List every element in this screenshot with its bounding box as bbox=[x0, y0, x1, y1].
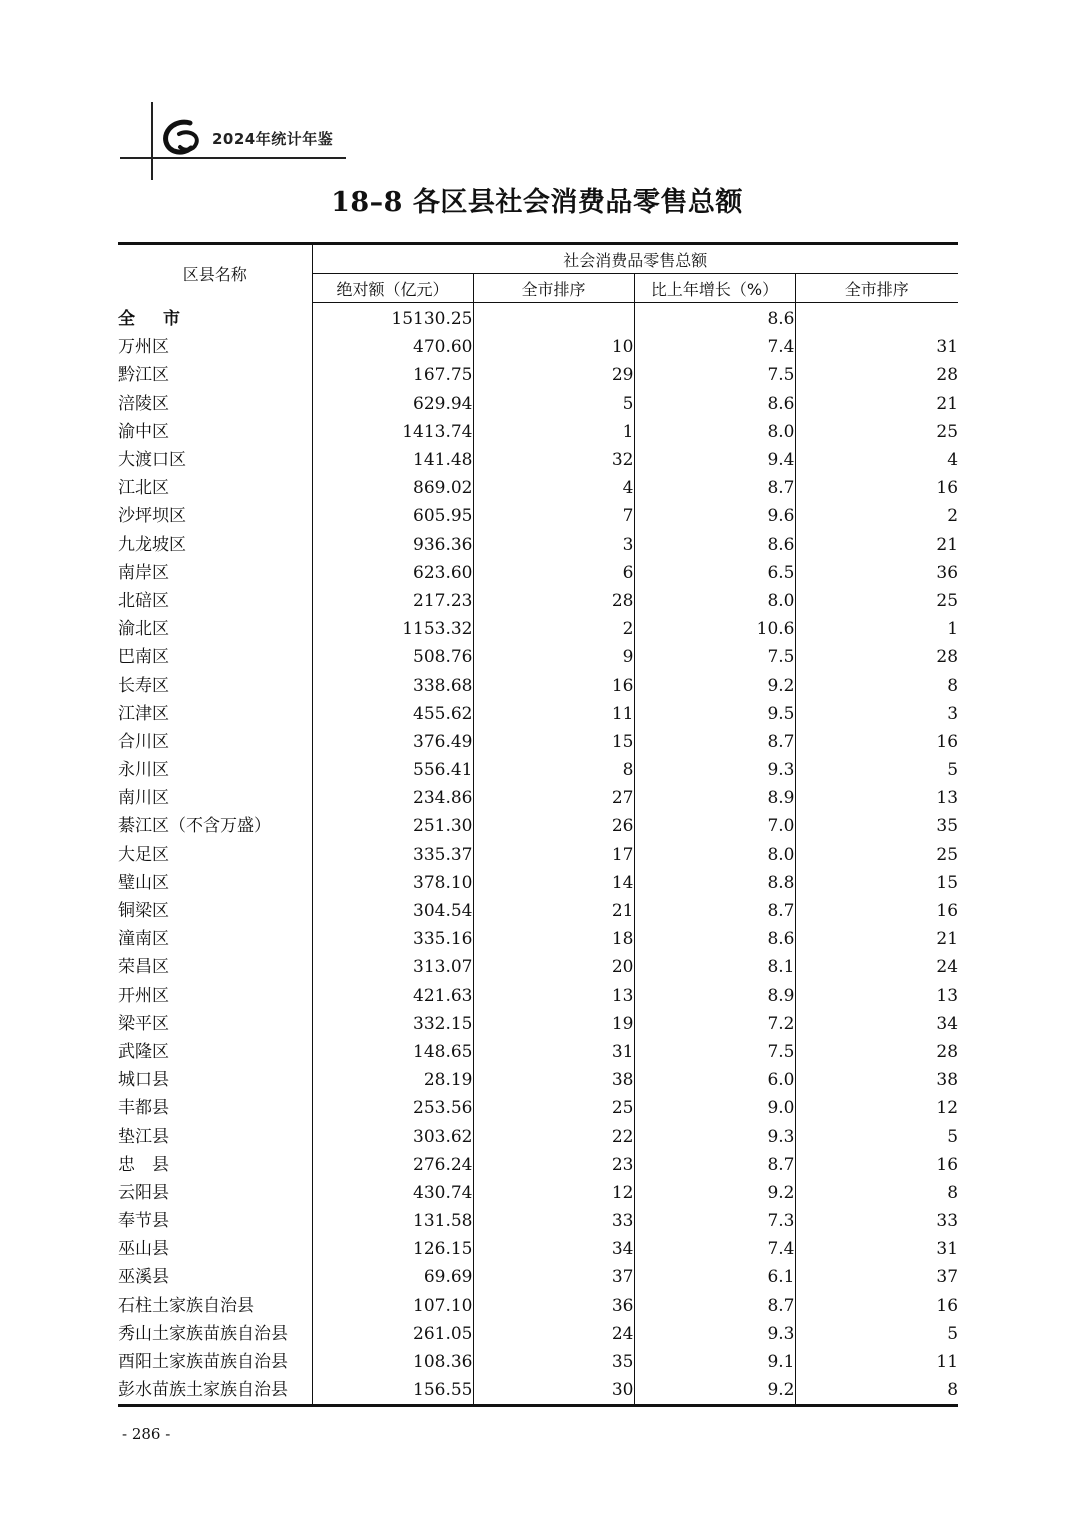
cell-growth: 7.4 bbox=[634, 1235, 795, 1263]
table-row bbox=[118, 1292, 958, 1320]
cell-growth-rank: 25 bbox=[795, 587, 958, 615]
header-horizontal-rule bbox=[120, 157, 346, 159]
column-header-growth: 比上年增长（%） bbox=[634, 274, 795, 303]
cell-amount-rank: 25 bbox=[473, 1094, 634, 1122]
cell-growth-rank: 31 bbox=[795, 1235, 958, 1263]
table-row bbox=[118, 1066, 958, 1094]
cell-amount-rank: 2 bbox=[473, 615, 634, 643]
cell-growth: 8.7 bbox=[634, 1292, 795, 1320]
cell-district-name: 忠 县 bbox=[118, 1151, 312, 1179]
cell-growth-rank: 13 bbox=[795, 982, 958, 1010]
cell-growth-rank: 21 bbox=[795, 925, 958, 953]
cell-amount: 332.15 bbox=[413, 1013, 473, 1034]
cell-amount-rank: 10 bbox=[473, 333, 634, 361]
cell-growth-rank: 3 bbox=[795, 700, 958, 728]
table-row bbox=[118, 841, 958, 869]
cell-amount-rank: 1 bbox=[473, 418, 634, 446]
table-row bbox=[118, 1348, 958, 1376]
cell-growth: 9.1 bbox=[634, 1348, 795, 1376]
cell-district-name: 铜梁区 bbox=[118, 897, 312, 925]
cell-amount: 1413.74 bbox=[402, 421, 473, 442]
cell-amount-rank: 23 bbox=[473, 1151, 634, 1179]
cell-amount-rank: 4 bbox=[473, 474, 634, 502]
cell-district-name: 全市 bbox=[118, 303, 312, 334]
cell-growth-rank: 31 bbox=[795, 333, 958, 361]
cell-growth-rank: 2 bbox=[795, 502, 958, 530]
cell-growth-rank: 21 bbox=[795, 531, 958, 559]
cell-amount-rank: 17 bbox=[473, 841, 634, 869]
table-row bbox=[118, 1038, 958, 1066]
column-header-district: 区县名称 bbox=[118, 244, 312, 303]
cell-district-name: 巫溪县 bbox=[118, 1263, 312, 1291]
cell-growth-rank: 21 bbox=[795, 390, 958, 418]
cell-amount: 338.68 bbox=[413, 675, 473, 696]
cell-district-name: 荣昌区 bbox=[118, 953, 312, 981]
cell-amount-rank: 28 bbox=[473, 587, 634, 615]
cell-growth: 8.7 bbox=[634, 897, 795, 925]
table-row bbox=[118, 361, 958, 389]
cell-growth-rank: 34 bbox=[795, 1010, 958, 1038]
cell-amount-rank: 14 bbox=[473, 869, 634, 897]
cell-growth: 8.0 bbox=[634, 587, 795, 615]
cell-district-name: 南川区 bbox=[118, 784, 312, 812]
table-row bbox=[118, 671, 958, 699]
cell-district-name: 酉阳土家族苗族自治县 bbox=[118, 1348, 312, 1376]
table-row bbox=[118, 531, 958, 559]
cell-amount-rank: 30 bbox=[473, 1376, 634, 1406]
cell-growth: 7.4 bbox=[634, 333, 795, 361]
cell-amount-rank: 32 bbox=[473, 446, 634, 474]
cell-growth-rank: 5 bbox=[795, 1320, 958, 1348]
cell-amount: 430.74 bbox=[413, 1182, 473, 1203]
cell-growth: 6.0 bbox=[634, 1066, 795, 1094]
column-header-amount: 绝对额（亿元） bbox=[312, 274, 473, 303]
column-group-header: 社会消费品零售总额 bbox=[312, 244, 958, 274]
cell-growth-rank: 8 bbox=[795, 671, 958, 699]
table-row bbox=[118, 700, 958, 728]
cell-growth-rank: 8 bbox=[795, 1376, 958, 1406]
cell-district-name: 奉节县 bbox=[118, 1207, 312, 1235]
cell-amount-rank: 11 bbox=[473, 700, 634, 728]
cell-district-name: 武隆区 bbox=[118, 1038, 312, 1066]
table-row bbox=[118, 587, 958, 615]
table-row bbox=[118, 728, 958, 756]
cell-district-name: 北碚区 bbox=[118, 587, 312, 615]
cell-growth-rank: 28 bbox=[795, 643, 958, 671]
cell-district-name: 云阳县 bbox=[118, 1179, 312, 1207]
cell-amount-rank: 37 bbox=[473, 1263, 634, 1291]
table-row bbox=[118, 1320, 958, 1348]
cell-amount-rank: 5 bbox=[473, 390, 634, 418]
cell-growth-rank: 36 bbox=[795, 559, 958, 587]
cell-district-name: 垫江县 bbox=[118, 1122, 312, 1150]
cell-growth-rank: 25 bbox=[795, 418, 958, 446]
cell-growth: 8.0 bbox=[634, 841, 795, 869]
cell-amount-rank: 8 bbox=[473, 756, 634, 784]
table-row bbox=[118, 869, 958, 897]
table-row bbox=[118, 474, 958, 502]
cell-growth: 8.6 bbox=[634, 390, 795, 418]
cell-growth: 8.6 bbox=[634, 303, 795, 334]
cell-growth-rank: 4 bbox=[795, 446, 958, 474]
table-row bbox=[118, 615, 958, 643]
cell-amount-rank: 21 bbox=[473, 897, 634, 925]
cell-growth-rank: 16 bbox=[795, 728, 958, 756]
cell-amount: 629.94 bbox=[413, 393, 473, 414]
cell-district-name: 彭水苗族土家族自治县 bbox=[118, 1376, 312, 1406]
page-number: - 286 - bbox=[122, 1425, 171, 1443]
cell-amount-rank: 22 bbox=[473, 1122, 634, 1150]
cell-district-name: 巴南区 bbox=[118, 643, 312, 671]
cell-amount-rank: 18 bbox=[473, 925, 634, 953]
cell-amount: 508.76 bbox=[413, 647, 473, 668]
table-row bbox=[118, 982, 958, 1010]
table-row bbox=[118, 502, 958, 530]
cell-district-name: 巫山县 bbox=[118, 1235, 312, 1263]
cell-amount-rank: 3 bbox=[473, 531, 634, 559]
cell-growth: 8.6 bbox=[634, 925, 795, 953]
cell-amount: 107.10 bbox=[413, 1295, 473, 1316]
cell-district-name: 城口县 bbox=[118, 1066, 312, 1094]
cell-growth: 7.2 bbox=[634, 1010, 795, 1038]
table-row bbox=[118, 333, 958, 361]
cell-growth: 8.0 bbox=[634, 418, 795, 446]
cell-district-name: 万州区 bbox=[118, 333, 312, 361]
cell-growth: 8.1 bbox=[634, 953, 795, 981]
header-yearbook-label: 2024年统计年鉴 bbox=[212, 130, 334, 148]
cell-growth: 7.0 bbox=[634, 812, 795, 840]
cell-growth-rank: 24 bbox=[795, 953, 958, 981]
cell-amount: 556.41 bbox=[413, 760, 473, 781]
cell-district-name: 丰都县 bbox=[118, 1094, 312, 1122]
cell-growth: 7.5 bbox=[634, 1038, 795, 1066]
table-row bbox=[118, 1263, 958, 1291]
cell-growth: 8.9 bbox=[634, 982, 795, 1010]
cell-amount: 1153.32 bbox=[402, 619, 473, 640]
cell-amount-rank: 12 bbox=[473, 1179, 634, 1207]
cell-district-name: 合川区 bbox=[118, 728, 312, 756]
cell-amount: 605.95 bbox=[413, 506, 473, 527]
cell-amount: 28.19 bbox=[423, 1070, 473, 1091]
cell-growth: 9.3 bbox=[634, 1320, 795, 1348]
cell-amount: 470.60 bbox=[413, 337, 473, 358]
yearbook-logo-icon bbox=[160, 118, 204, 158]
cell-amount: 335.16 bbox=[413, 929, 473, 950]
cell-growth-rank: 13 bbox=[795, 784, 958, 812]
cell-amount-rank: 38 bbox=[473, 1066, 634, 1094]
cell-growth-rank: 5 bbox=[795, 1122, 958, 1150]
table-row bbox=[118, 303, 958, 334]
cell-district-name: 永川区 bbox=[118, 756, 312, 784]
cell-amount: 167.75 bbox=[413, 365, 473, 386]
cell-amount: 378.10 bbox=[413, 872, 473, 893]
cell-growth-rank: 33 bbox=[795, 1207, 958, 1235]
cell-amount-rank: 13 bbox=[473, 982, 634, 1010]
retail-sales-table bbox=[118, 242, 958, 1407]
cell-amount: 276.24 bbox=[413, 1154, 473, 1175]
table-row bbox=[118, 812, 958, 840]
cell-amount: 108.36 bbox=[413, 1352, 473, 1373]
cell-growth: 9.3 bbox=[634, 1122, 795, 1150]
cell-amount-rank: 36 bbox=[473, 1292, 634, 1320]
table-row bbox=[118, 446, 958, 474]
cell-amount-rank: 15 bbox=[473, 728, 634, 756]
cell-amount-rank: 9 bbox=[473, 643, 634, 671]
cell-amount-rank: 35 bbox=[473, 1348, 634, 1376]
cell-growth-rank: 38 bbox=[795, 1066, 958, 1094]
cell-amount: 304.54 bbox=[413, 901, 473, 922]
cell-growth: 9.5 bbox=[634, 700, 795, 728]
column-header-amount-rank: 全市排序 bbox=[473, 274, 634, 303]
cell-growth: 8.6 bbox=[634, 531, 795, 559]
cell-amount-rank: 24 bbox=[473, 1320, 634, 1348]
table-row bbox=[118, 418, 958, 446]
cell-amount-rank: 27 bbox=[473, 784, 634, 812]
cell-district-name: 璧山区 bbox=[118, 869, 312, 897]
cell-growth: 9.3 bbox=[634, 756, 795, 784]
table-row bbox=[118, 1207, 958, 1235]
cell-growth: 7.5 bbox=[634, 361, 795, 389]
cell-amount: 234.86 bbox=[413, 788, 473, 809]
cell-district-name: 长寿区 bbox=[118, 671, 312, 699]
cell-district-name: 江津区 bbox=[118, 700, 312, 728]
cell-amount: 455.62 bbox=[413, 703, 473, 724]
cell-growth-rank: 16 bbox=[795, 897, 958, 925]
cell-growth-rank: 15 bbox=[795, 869, 958, 897]
cell-growth: 10.6 bbox=[634, 615, 795, 643]
cell-growth: 9.2 bbox=[634, 671, 795, 699]
cell-amount: 421.63 bbox=[413, 985, 473, 1006]
cell-amount: 69.69 bbox=[423, 1267, 473, 1288]
cell-growth: 8.7 bbox=[634, 728, 795, 756]
cell-amount: 15130.25 bbox=[391, 309, 473, 330]
cell-growth-rank: 8 bbox=[795, 1179, 958, 1207]
cell-growth-rank: 5 bbox=[795, 756, 958, 784]
cell-amount-rank: 19 bbox=[473, 1010, 634, 1038]
cell-amount: 141.48 bbox=[413, 450, 473, 471]
cell-amount: 936.36 bbox=[413, 534, 473, 555]
cell-district-name: 石柱土家族自治县 bbox=[118, 1292, 312, 1320]
cell-growth-rank: 25 bbox=[795, 841, 958, 869]
table-row bbox=[118, 643, 958, 671]
cell-amount: 253.56 bbox=[413, 1098, 473, 1119]
cell-amount: 303.62 bbox=[413, 1126, 473, 1147]
cell-growth-rank: 28 bbox=[795, 361, 958, 389]
cell-amount: 126.15 bbox=[413, 1239, 473, 1260]
cell-amount: 376.49 bbox=[413, 731, 473, 752]
cell-growth: 8.9 bbox=[634, 784, 795, 812]
cell-growth-rank bbox=[795, 303, 958, 334]
cell-amount-rank: 6 bbox=[473, 559, 634, 587]
cell-amount: 869.02 bbox=[413, 478, 473, 499]
cell-amount-rank: 29 bbox=[473, 361, 634, 389]
cell-district-name: 綦江区（不含万盛） bbox=[118, 812, 312, 840]
cell-amount: 148.65 bbox=[413, 1041, 473, 1062]
cell-district-name: 梁平区 bbox=[118, 1010, 312, 1038]
cell-growth: 9.2 bbox=[634, 1179, 795, 1207]
cell-amount-rank bbox=[473, 303, 634, 334]
cell-growth-rank: 1 bbox=[795, 615, 958, 643]
cell-amount: 156.55 bbox=[312, 1376, 473, 1406]
table-row bbox=[118, 1122, 958, 1150]
cell-district-name: 涪陵区 bbox=[118, 390, 312, 418]
cell-growth: 6.5 bbox=[634, 559, 795, 587]
table-row bbox=[118, 559, 958, 587]
page-title: 18–8 各区县社会消费品零售总额 bbox=[331, 187, 743, 218]
cell-growth-rank: 37 bbox=[795, 1263, 958, 1291]
cell-amount: 623.60 bbox=[413, 562, 473, 583]
cell-growth-rank: 28 bbox=[795, 1038, 958, 1066]
cell-growth: 9.0 bbox=[634, 1094, 795, 1122]
cell-amount: 335.37 bbox=[413, 844, 473, 865]
cell-district-name: 南岸区 bbox=[118, 559, 312, 587]
cell-district-name: 黔江区 bbox=[118, 361, 312, 389]
table-row bbox=[118, 1010, 958, 1038]
cell-amount: 313.07 bbox=[413, 957, 473, 978]
cell-growth: 9.4 bbox=[634, 446, 795, 474]
cell-growth: 9.6 bbox=[634, 502, 795, 530]
cell-district-name: 渝中区 bbox=[118, 418, 312, 446]
cell-district-name: 沙坪坝区 bbox=[118, 502, 312, 530]
column-header-growth-rank: 全市排序 bbox=[795, 274, 958, 303]
table-row bbox=[118, 1376, 958, 1406]
cell-amount: 217.23 bbox=[413, 590, 473, 611]
table-row bbox=[118, 390, 958, 418]
cell-growth-rank: 16 bbox=[795, 1292, 958, 1320]
cell-growth: 9.2 bbox=[634, 1376, 795, 1406]
table-row bbox=[118, 897, 958, 925]
cell-amount: 251.30 bbox=[413, 816, 473, 837]
cell-amount-rank: 20 bbox=[473, 953, 634, 981]
table-row bbox=[118, 925, 958, 953]
table-row bbox=[118, 1235, 958, 1263]
table-row bbox=[118, 1179, 958, 1207]
cell-growth-rank: 35 bbox=[795, 812, 958, 840]
table-row bbox=[118, 1094, 958, 1122]
cell-amount-rank: 34 bbox=[473, 1235, 634, 1263]
cell-growth-rank: 11 bbox=[795, 1348, 958, 1376]
table-body bbox=[118, 303, 958, 1406]
cell-amount: 131.58 bbox=[413, 1211, 473, 1232]
cell-growth: 7.5 bbox=[634, 643, 795, 671]
cell-district-name: 渝北区 bbox=[118, 615, 312, 643]
cell-growth: 7.3 bbox=[634, 1207, 795, 1235]
cell-growth-rank: 12 bbox=[795, 1094, 958, 1122]
cell-growth-rank: 16 bbox=[795, 474, 958, 502]
cell-district-name: 潼南区 bbox=[118, 925, 312, 953]
cell-district-name: 大足区 bbox=[118, 841, 312, 869]
cell-growth-rank: 16 bbox=[795, 1151, 958, 1179]
cell-district-name: 大渡口区 bbox=[118, 446, 312, 474]
cell-amount: 261.05 bbox=[413, 1323, 473, 1344]
table-row bbox=[118, 1151, 958, 1179]
cell-district-name: 江北区 bbox=[118, 474, 312, 502]
cell-district-name: 秀山土家族苗族自治县 bbox=[118, 1320, 312, 1348]
cell-growth: 6.1 bbox=[634, 1263, 795, 1291]
cell-growth: 8.7 bbox=[634, 1151, 795, 1179]
cell-growth: 8.7 bbox=[634, 474, 795, 502]
cell-growth: 8.8 bbox=[634, 869, 795, 897]
cell-district-name: 九龙坡区 bbox=[118, 531, 312, 559]
table-row bbox=[118, 953, 958, 981]
cell-amount-rank: 16 bbox=[473, 671, 634, 699]
cell-amount-rank: 33 bbox=[473, 1207, 634, 1235]
table-header-row bbox=[118, 244, 958, 274]
header-vertical-rule bbox=[151, 102, 153, 180]
table-row bbox=[118, 784, 958, 812]
cell-amount-rank: 26 bbox=[473, 812, 634, 840]
cell-district-name: 开州区 bbox=[118, 982, 312, 1010]
cell-amount-rank: 31 bbox=[473, 1038, 634, 1066]
cell-amount-rank: 7 bbox=[473, 502, 634, 530]
table-row bbox=[118, 756, 958, 784]
